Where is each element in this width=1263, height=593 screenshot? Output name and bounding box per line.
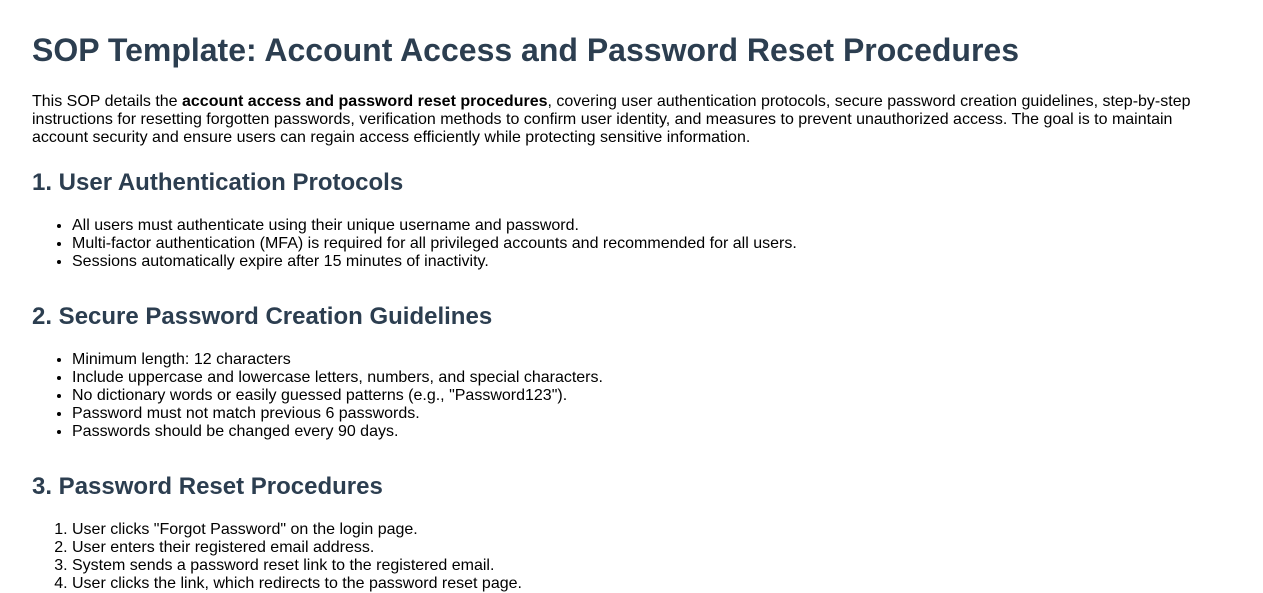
intro-paragraph [32, 93, 1202, 147]
section-heading-password-guidelines: 2. Secure Password Creation Guidelines [32, 303, 493, 330]
reset-procedures-list [32, 521, 1231, 593]
list-item: • Multi-factor authentication (MFA) is required for all privileged accounts and recommended for all users. [72, 235, 1231, 253]
list-item: 1. User clicks "Forgot Password" on the login page. [72, 521, 1231, 539]
list-item: • No dictionary words or easily guessed patterns (e.g., "Password123"). [72, 387, 1231, 405]
list-item: 4. User clicks the link, which redirects to the password reset page. [72, 575, 1231, 593]
list-item: • Passwords should be changed every 90 days. [72, 423, 1231, 441]
list-item: • Sessions automatically expire after 15 minutes of inactivity. [72, 253, 1231, 271]
list-item: • Password must not match previous 6 passwords. [72, 405, 1231, 423]
list-item: 2. User enters their registered email address. [72, 539, 1231, 557]
list-item: • Minimum length: 12 characters [72, 351, 1231, 369]
intro-text-end: , covering user authentication protocols, secure password creation guidelines, step-by-step instructions for resetting forgotten passwords, verification methods to confirm user identity, and measures to prevent unauthorized access. The goal is to maintain account security and ensure users can regain access efficiently while protecting sensitive information. [32, 93, 1191, 146]
password-guidelines-list [32, 351, 1231, 441]
authentication-list [32, 217, 1231, 271]
section-heading-authentication: 1. User Authentication Protocols [32, 169, 404, 196]
intro-bold-phrase: account access and password reset procedures [182, 93, 548, 110]
page-title: SOP Template: Account Access and Password Reset Procedures [32, 32, 1020, 68]
list-item: • Include uppercase and lowercase letters, numbers, and special characters. [72, 369, 1231, 387]
list-item: 3. System sends a password reset link to the registered email. [72, 557, 1231, 575]
section-heading-reset-procedures: 3. Password Reset Procedures [32, 473, 383, 500]
intro-text-start: This SOP details the [32, 93, 182, 110]
list-item: • All users must authenticate using their unique username and password. [72, 217, 1231, 235]
